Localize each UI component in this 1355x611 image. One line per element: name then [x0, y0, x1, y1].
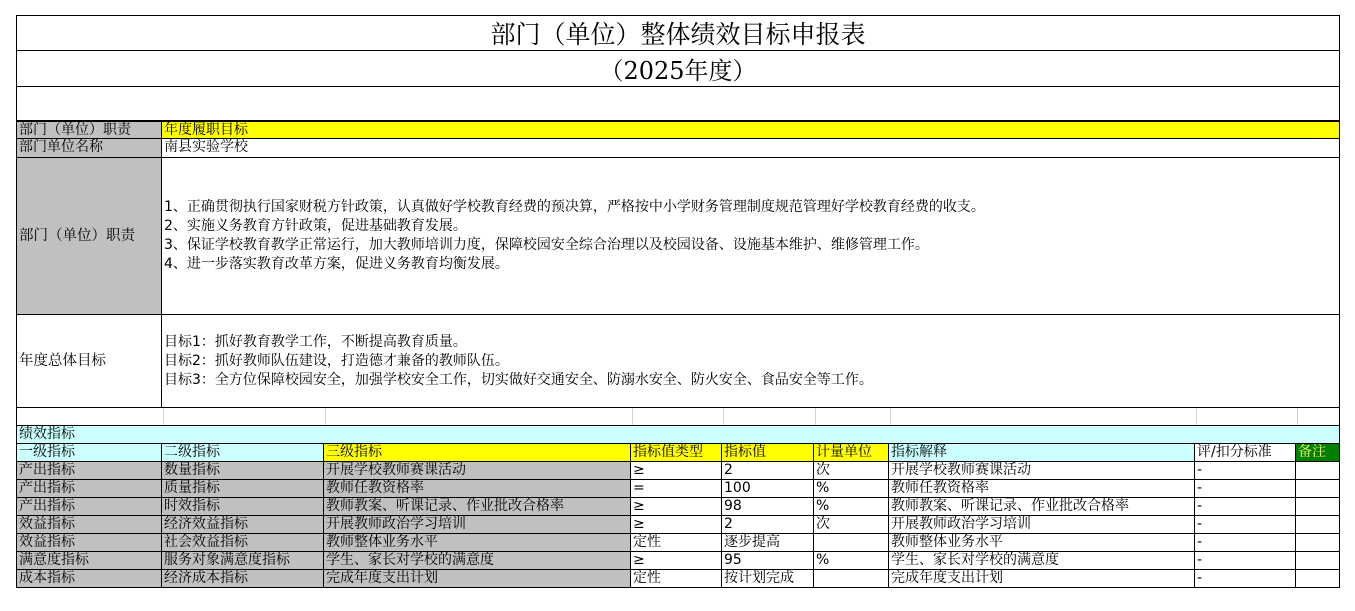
cell-value: 2	[722, 462, 814, 480]
header-explanation: 指标解释	[889, 444, 1195, 462]
header-remark: 备注	[1296, 444, 1340, 462]
page-title: 部门（单位）整体绩效目标申报表	[16, 15, 1340, 51]
dept-name-value: 南县实验学校	[162, 139, 1340, 158]
cell-level2: 数量指标	[162, 462, 324, 480]
cell-value: 95	[722, 552, 814, 570]
cell-level3: 教师任教资格率	[324, 480, 631, 498]
header-level1: 一级指标	[16, 444, 162, 462]
cell-scoring: -	[1195, 462, 1296, 480]
cell-value-type: ≥	[631, 498, 722, 516]
cell-level2: 服务对象满意度指标	[162, 552, 324, 570]
cell-value: 逐步提高	[722, 534, 814, 552]
blank-row	[16, 86, 1340, 121]
cell-level2: 时效指标	[162, 498, 324, 516]
cell-scoring: -	[1195, 570, 1296, 588]
dept-duty-label	[16, 158, 162, 315]
cell-level3: 完成年度支出计划	[324, 570, 631, 588]
cell-level3: 开展学校教师赛课活动	[324, 462, 631, 480]
perf-section-label: 绩效指标	[16, 425, 1340, 444]
cell-scoring: -	[1195, 516, 1296, 534]
header-scoring: 评/扣分标准	[1195, 444, 1296, 462]
cell-remark	[1296, 534, 1340, 552]
cell-level1: 产出指标	[16, 462, 162, 480]
cell-level3: 教师教案、听课记录、作业批改合格率	[324, 498, 631, 516]
cell-value-type: =	[631, 480, 722, 498]
cell-level1: 成本指标	[16, 570, 162, 588]
cell-remark	[1296, 498, 1340, 516]
duty-line: 2、实施义务教育方针政策，促进基础教育发展。	[164, 218, 467, 234]
cell-remark	[1296, 570, 1340, 588]
cell-level2: 经济成本指标	[162, 570, 324, 588]
cell-level3: 开展教师政治学习培训	[324, 516, 631, 534]
cell-remark	[1296, 462, 1340, 480]
duty-line: 1、正确贯彻执行国家财税方针政策，认真做好学校教育经费的预决算，严格按中小学财务管理制度规范管理好学校教育经费的收支。	[164, 199, 985, 215]
header-unit: 计量单位	[814, 444, 889, 462]
cell-scoring: -	[1195, 498, 1296, 516]
header-value: 指标值	[722, 444, 814, 462]
goal-line: 目标3：全方位保障校园安全，加强学校安全工作，切实做好交通安全、防溺水安全、防火安全、食品安全等工作。	[164, 371, 873, 388]
cell-value: 100	[722, 480, 814, 498]
annual-goal-label	[16, 315, 162, 408]
cell-level1: 产出指标	[16, 498, 162, 516]
dept-name-label: 部门单位名称	[16, 139, 162, 158]
cell-explanation: 开展学校教师赛课活动	[889, 462, 1195, 480]
cell-remark	[1296, 516, 1340, 534]
cell-unit: %	[814, 498, 889, 516]
cell-value-type: 定性	[631, 570, 722, 588]
header-level3: 三级指标	[324, 444, 631, 462]
annual-goal-label-text: 年度总体目标	[19, 353, 106, 369]
cell-value: 2	[722, 516, 814, 534]
cell-unit: 次	[814, 462, 889, 480]
cell-level1: 满意度指标	[16, 552, 162, 570]
annual-goal-header: 年度履职目标	[162, 121, 1340, 139]
cell-explanation: 学生、家长对学校的满意度	[889, 552, 1195, 570]
cell-scoring: -	[1195, 552, 1296, 570]
cell-level2: 经济效益指标	[162, 516, 324, 534]
cell-value: 按计划完成	[722, 570, 814, 588]
cell-remark	[1296, 480, 1340, 498]
cell-unit: %	[814, 552, 889, 570]
cell-level2: 质量指标	[162, 480, 324, 498]
cell-explanation: 完成年度支出计划	[889, 570, 1195, 588]
cell-value-type: 定性	[631, 534, 722, 552]
cell-level1: 效益指标	[16, 534, 162, 552]
dept-duty-header-label: 部门（单位）职责	[16, 121, 162, 139]
cell-explanation: 开展教师政治学习培训	[889, 516, 1195, 534]
cell-value-type: ≥	[631, 462, 722, 480]
cell-value: 98	[722, 498, 814, 516]
cell-level3: 教师整体业务水平	[324, 534, 631, 552]
cell-level1: 效益指标	[16, 516, 162, 534]
duty-line: 3、保证学校教育教学正常运行，加大教师培训力度，保障校园安全综合治理以及校园设备、设施基本维护、维修管理工作。	[164, 237, 929, 253]
cell-unit: %	[814, 480, 889, 498]
cell-scoring: -	[1195, 480, 1296, 498]
cell-value-type: ≥	[631, 516, 722, 534]
header-level2: 二级指标	[162, 444, 324, 462]
spacer-row	[16, 408, 1340, 425]
annual-goal-content	[162, 315, 1340, 408]
header-value-type: 指标值类型	[631, 444, 722, 462]
cell-level2: 社会效益指标	[162, 534, 324, 552]
cell-level3: 学生、家长对学校的满意度	[324, 552, 631, 570]
cell-unit: 次	[814, 516, 889, 534]
cell-value-type: ≥	[631, 552, 722, 570]
goal-line: 目标1：抓好教育教学工作，不断提高教育质量。	[164, 333, 467, 350]
cell-explanation: 教师任教资格率	[889, 480, 1195, 498]
cell-remark	[1296, 552, 1340, 570]
dept-duty-label-text: 部门（单位）职责	[19, 228, 135, 244]
goal-line: 目标2：抓好教师队伍建设，打造德才兼备的教师队伍。	[164, 352, 509, 369]
page-subtitle: （2025年度）	[16, 50, 1340, 87]
cell-explanation: 教师整体业务水平	[889, 534, 1195, 552]
cell-unit	[814, 570, 889, 588]
cell-unit	[814, 534, 889, 552]
duty-line: 4、进一步落实教育改革方案，促进义务教育均衡发展。	[164, 256, 509, 272]
cell-scoring: -	[1195, 534, 1296, 552]
cell-level1: 产出指标	[16, 480, 162, 498]
dept-duty-content	[162, 158, 1340, 315]
cell-explanation: 教师教案、听课记录、作业批改合格率	[889, 498, 1195, 516]
